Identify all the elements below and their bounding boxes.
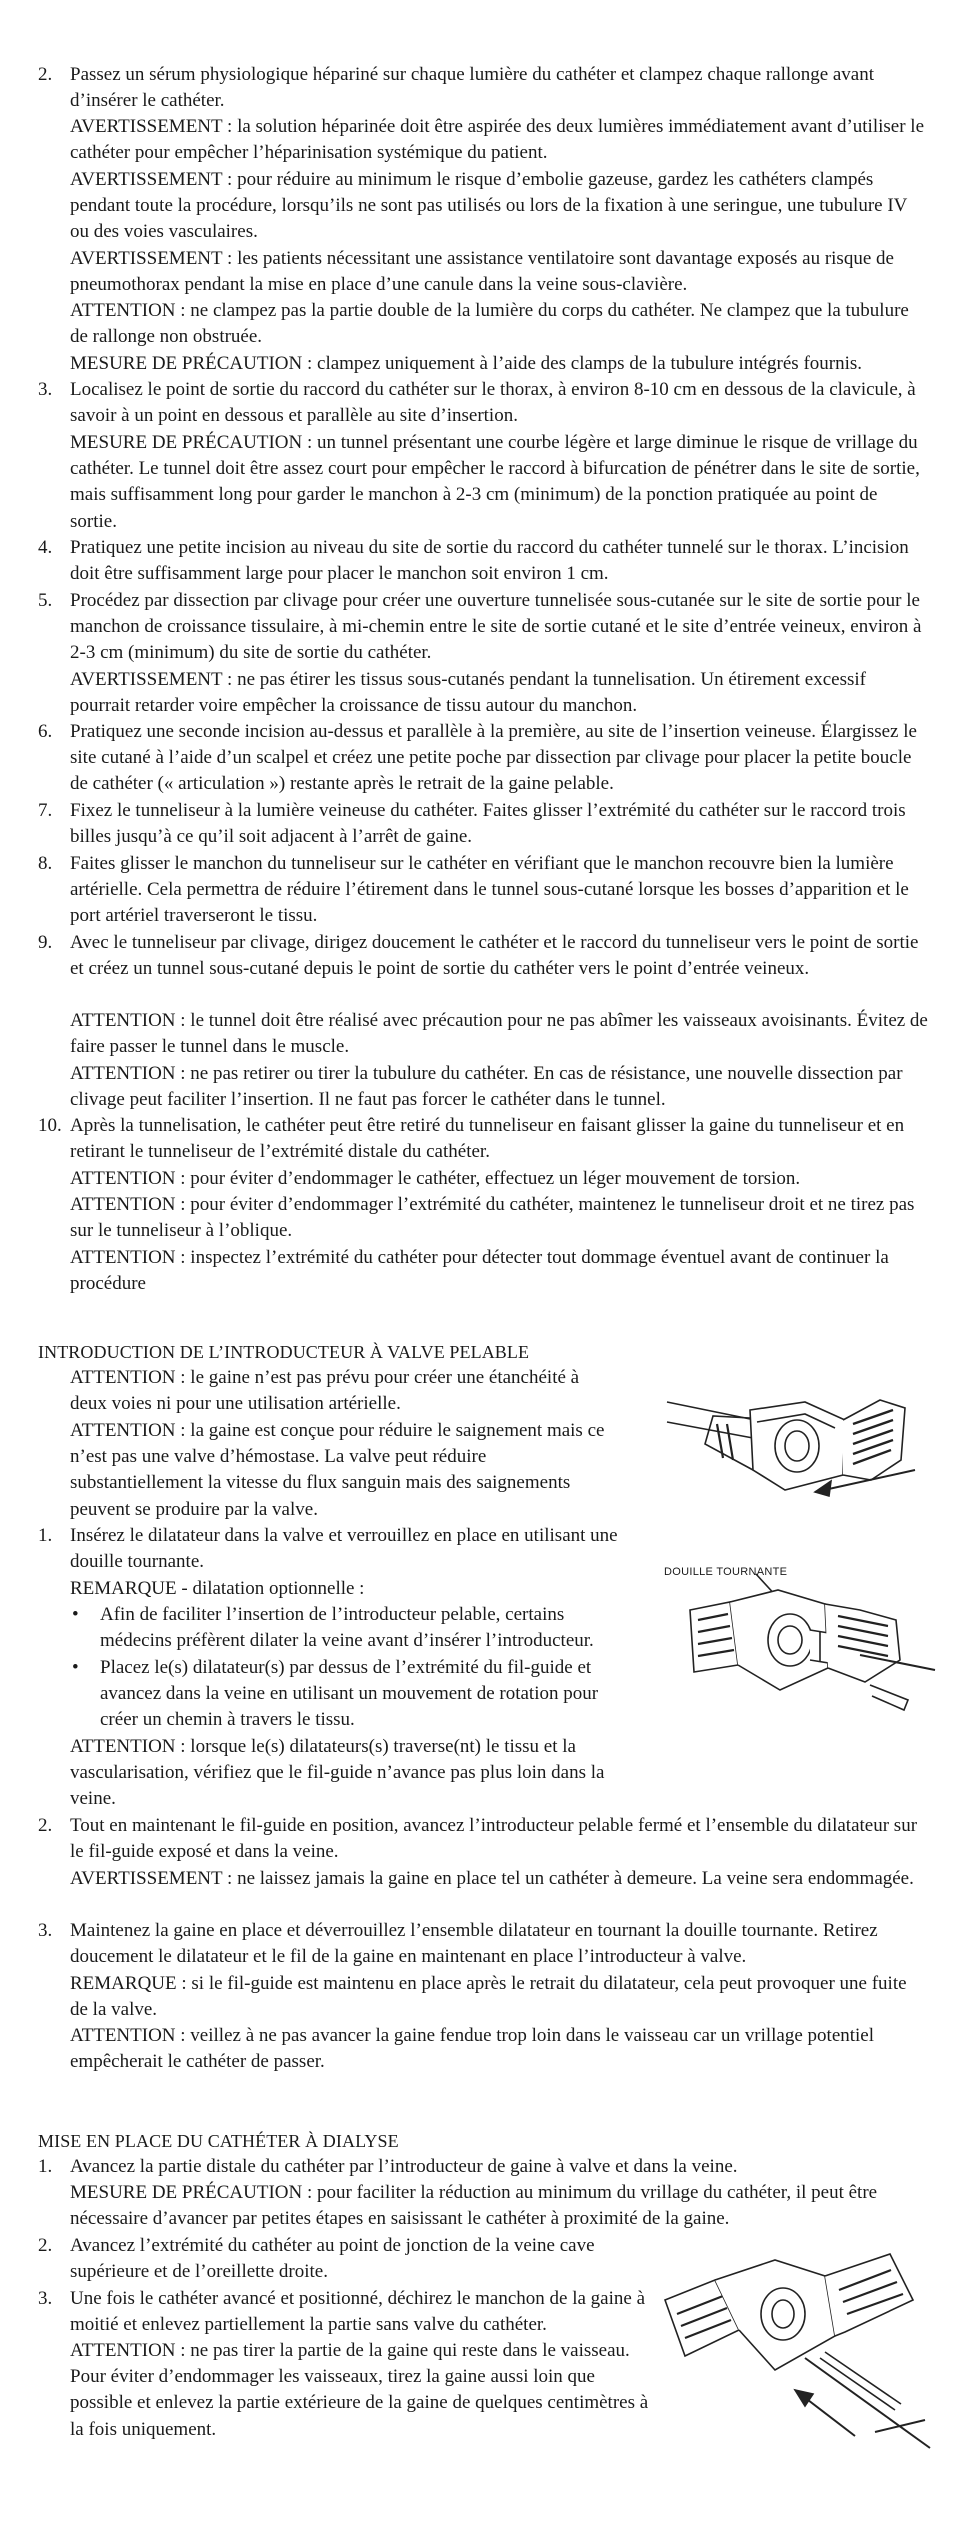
item-9-text: Avec le tunneliseur par clivage, dirigez doucement le cathéter et le raccord du tunneliseur vers le point de sortie et créez un tunnel sous-cutané depuis le point de sortie du cathéter vers le point d’entrée veineux. bbox=[70, 932, 919, 980]
catheter-item-1-precaution: MESURE DE PRÉCAUTION : pour faciliter la réduction au minimum du vrillage du cathéter, il peut être nécessaire d’avancer par petites étapes en saisissant le cathéter à proximité de la gaine. bbox=[70, 2182, 878, 2230]
item-2-warning-2: AVERTISSEMENT : pour réduire au minimum le risque d’embolie gazeuse, gardez les cathéters clampés pendant toute la procédure, lorsqu’ils ne sont pas utilisés ou lors de la fixation à une seringue, une tubulure IV ou des voies vasculaires. bbox=[70, 169, 908, 243]
item-number: 3. bbox=[38, 2288, 53, 2309]
intro-item-3-text: Maintenez la gaine en place et déverrouillez l’ensemble dilatateur en tournant la douille tournante. Retirez doucement le dilatateur et le fil de la gaine en maintenant en place l’introducteur à valve. bbox=[70, 1920, 878, 1968]
intro-bullet-2: Placez le(s) dilatateur(s) par dessus de l’extrémité du fil-guide et avancez dans la veine en utilisant un mouvement de rotation pour créer un chemin à travers le tissu. bbox=[100, 1657, 599, 1731]
item-2-text: Passez un sérum physiologique hépariné sur chaque lumière du cathéter et clampez chaque rallonge avant d’insérer le cathéter. bbox=[70, 64, 875, 112]
intro-attention-1: ATTENTION : le gaine n’est pas prévu pour créer une étanchéité à deux voies ni pour une utilisation artérielle. bbox=[70, 1367, 580, 1415]
item-number: 7. bbox=[38, 800, 53, 821]
sheath-tear-figure bbox=[655, 2240, 940, 2460]
intro-item-2-warning: AVERTISSEMENT : ne laissez jamais la gaine en place tel un cathéter à demeure. La veine sera endommagée. bbox=[70, 1868, 914, 1889]
item-number: 9. bbox=[38, 932, 53, 953]
item-number: 1. bbox=[38, 2156, 53, 2177]
item-number: 5. bbox=[38, 590, 53, 611]
catheter-item-3-attention: ATTENTION : ne pas tirer la partie de la gaine qui reste dans le vaisseau. Pour éviter d’endommager les vaisseaux, tirez la gaine aussi loin que possible et enlevez la partie extérieure de la gaine de quelques centimètres à la fois uniquement. bbox=[70, 2340, 649, 2440]
item-number: 6. bbox=[38, 721, 53, 742]
intro-remark: REMARQUE - dilatation optionnelle : bbox=[70, 1578, 365, 1599]
intro-item-1-attention: ATTENTION : lorsque le(s) dilatateurs(s) traverse(nt) le tissu et la vascularisation, vérifiez que le fil-guide n’avance pas plus loin dans la veine. bbox=[70, 1736, 605, 1810]
valve-introducer-figure bbox=[665, 1380, 935, 1520]
item-2-warning-1: AVERTISSEMENT : la solution héparinée doit être aspirée des deux lumières immédiatement avant d’utiliser le cathéter pour empêcher l’héparinisation systémique du patient. bbox=[70, 116, 924, 164]
intro-attention-2: ATTENTION : la gaine est conçue pour réduire le saignement mais ce n’est pas une valve d’hémostase. La valve peut réduire substantiellement la vitesse du flux sanguin mais des saignements peuvent se produire par la valve. bbox=[70, 1420, 605, 1520]
item-number: 4. bbox=[38, 537, 53, 558]
item-8-text: Faites glisser le manchon du tunneliseur sur le cathéter en vérifiant que le manchon recouvre bien la lumière artérielle. Cela permettra de réduire l’étirement dans le tunnel sous-cutané lorsque les bosses d’apparition et le port artériel traverseront le tissu. bbox=[70, 853, 909, 927]
item-10-attention-2: ATTENTION : pour éviter d’endommager l’extrémité du cathéter, maintenez le tunneliseur droit et ne tirez pas sur le tunneliseur à l’oblique. bbox=[70, 1194, 915, 1242]
item-number: 2. bbox=[38, 64, 53, 85]
item-2-precaution: MESURE DE PRÉCAUTION : clampez uniquement à l’aide des clamps de la tubulure intégrés fournis. bbox=[70, 353, 863, 374]
item-2-warning-3: AVERTISSEMENT : les patients nécessitant une assistance ventilatoire sont davantage exposés au risque de pneumothorax pendant la mise en place d’une canule dans la veine sous-clavière. bbox=[70, 248, 894, 296]
item-10-text: Après la tunnelisation, le cathéter peut être retiré du tunneliseur en faisant glisser la gaine du tunneliseur et en retirant le tunneliseur de l’extrémité distale du cathéter. bbox=[70, 1115, 905, 1163]
item-number: 8. bbox=[38, 853, 53, 874]
item-2-attention: ATTENTION : ne clampez pas la partie double de la lumière du corps du cathéter. Ne clampez que la tubulure de rallonge non obstruée. bbox=[70, 300, 909, 348]
item-10-attention-1: ATTENTION : pour éviter d’endommager le cathéter, effectuez un léger mouvement de torsion. bbox=[70, 1168, 801, 1189]
item-7-text: Fixez le tunneliseur à la lumière veineuse du cathéter. Faites glisser l’extrémité du cathéter sur le raccord trois billes jusqu’à ce qu’il soit adjacent à l’arrêt de gaine. bbox=[70, 800, 906, 848]
bullet-dot: • bbox=[72, 1604, 79, 1625]
intro-bullet-1: Afin de faciliter l’insertion de l’introducteur pelable, certains médecins préfèrent dilater la veine avant d’insérer l’introducteur. bbox=[100, 1604, 594, 1652]
rotating-hub-figure bbox=[660, 1560, 940, 1720]
item-3-precaution: MESURE DE PRÉCAUTION : un tunnel présentant une courbe légère et large diminue le risque de vrillage du cathéter. Le tunnel doit être assez court pour empêcher le raccord à bifurcation de pénétrer dans le site de sortie, mais suffisamment long pour garder le manchon à 2-3 cm (minimum) de la ponction pratiquée au point de sortie. bbox=[70, 432, 920, 532]
bullet-dot: • bbox=[72, 1657, 79, 1678]
catheter-item-2-text: Avancez l’extrémité du cathéter au point de jonction de la veine cave supérieure et de l’oreillette droite. bbox=[70, 2235, 595, 2283]
catheter-item-3-text: Une fois le cathéter avancé et positionné, déchirez le manchon de la gaine à moitié et enlevez partiellement la partie sans valve du cathéter. bbox=[70, 2288, 646, 2336]
item-9-attention-1: ATTENTION : le tunnel doit être réalisé avec précaution pour ne pas abîmer les vaisseaux avoisinants. Évitez de faire passer le tunnel dans le muscle. bbox=[70, 1010, 928, 1058]
item-5-warning: AVERTISSEMENT : ne pas étirer les tissus sous-cutanés pendant la tunnelisation. Un étirement excessif pourrait retarder voire empêcher la croissance de tissu autour du manchon. bbox=[70, 669, 867, 717]
intro-item-1-text: Insérez le dilatateur dans la valve et verrouillez en place en utilisant une douille tournante. bbox=[70, 1525, 618, 1573]
item-10-attention-3: ATTENTION : inspectez l’extrémité du cathéter pour détecter tout dommage éventuel avant de continuer la procédure bbox=[70, 1247, 889, 1295]
item-9-attention-2: ATTENTION : ne pas retirer ou tirer la tubulure du cathéter. En cas de résistance, une nouvelle dissection par clivage peut faciliter l’insertion. Il ne faut pas forcer le cathéter dans le tunnel. bbox=[70, 1063, 903, 1111]
item-4-text: Pratiquez une petite incision au niveau du site de sortie du raccord du cathéter tunnelé sur le thorax. L’incision doit être suffisamment large pour placer le manchon soit environ 1 cm. bbox=[70, 537, 909, 585]
item-3-text: Localisez le point de sortie du raccord du cathéter sur le thorax, à environ 8-10 cm en dessous de la clavicule, à savoir à un point en dessous et parallèle au site d’insertion. bbox=[70, 379, 916, 427]
catheter-item-1-text: Avancez la partie distale du cathéter par l’introducteur de gaine à valve et dans la veine. bbox=[70, 2156, 738, 2177]
item-number: 2. bbox=[38, 1815, 53, 1836]
intro-item-3-remark: REMARQUE : si le fil-guide est maintenu en place après le retrait du dilatateur, cela peut provoquer une fuite de la valve. bbox=[70, 1973, 907, 2021]
intro-item-3-attention: ATTENTION : veillez à ne pas avancer la gaine fendue trop loin dans le vaisseau car un vrillage potentiel empêcherait le cathéter de passer. bbox=[70, 2025, 875, 2073]
item-number: 3. bbox=[38, 1920, 53, 1941]
section-heading-introducer: INTRODUCTION DE L’INTRODUCTEUR À VALVE PELABLE bbox=[38, 1342, 530, 1362]
section-heading-dialysis-catheter: MISE EN PLACE DU CATHÉTER À DIALYSE bbox=[38, 2131, 399, 2151]
figure-label-rotating-hub: DOUILLE TOURNANTE bbox=[664, 1566, 788, 1578]
item-6-text: Pratiquez une seconde incision au-dessus et parallèle à la première, au site de l’insertion veineuse. Élargissez le site cutané à l’aide d’un scalpel et créez une petite poche par dissection par clivage pour placer la petite boucle de cathéter (« articulation ») restante après le retrait de la gaine pelable. bbox=[70, 721, 917, 795]
item-number: 10. bbox=[38, 1115, 62, 1136]
item-number: 2. bbox=[38, 2235, 53, 2256]
item-number: 1. bbox=[38, 1525, 53, 1546]
item-5-text: Procédez par dissection par clivage pour créer une ouverture tunnelisée sous-cutanée sur le site de sortie pour le manchon de croissance tissulaire, à mi-chemin entre le site de sortie cutané et le site d’entrée veineux, environ à 2-3 cm (minimum) du site de sortie du cathéter. bbox=[70, 590, 922, 664]
item-number: 3. bbox=[38, 379, 53, 400]
intro-item-2-text: Tout en maintenant le fil-guide en position, avancez l’introducteur pelable fermé et l’ensemble du dilatateur sur le fil-guide exposé et dans la veine. bbox=[70, 1815, 918, 1863]
